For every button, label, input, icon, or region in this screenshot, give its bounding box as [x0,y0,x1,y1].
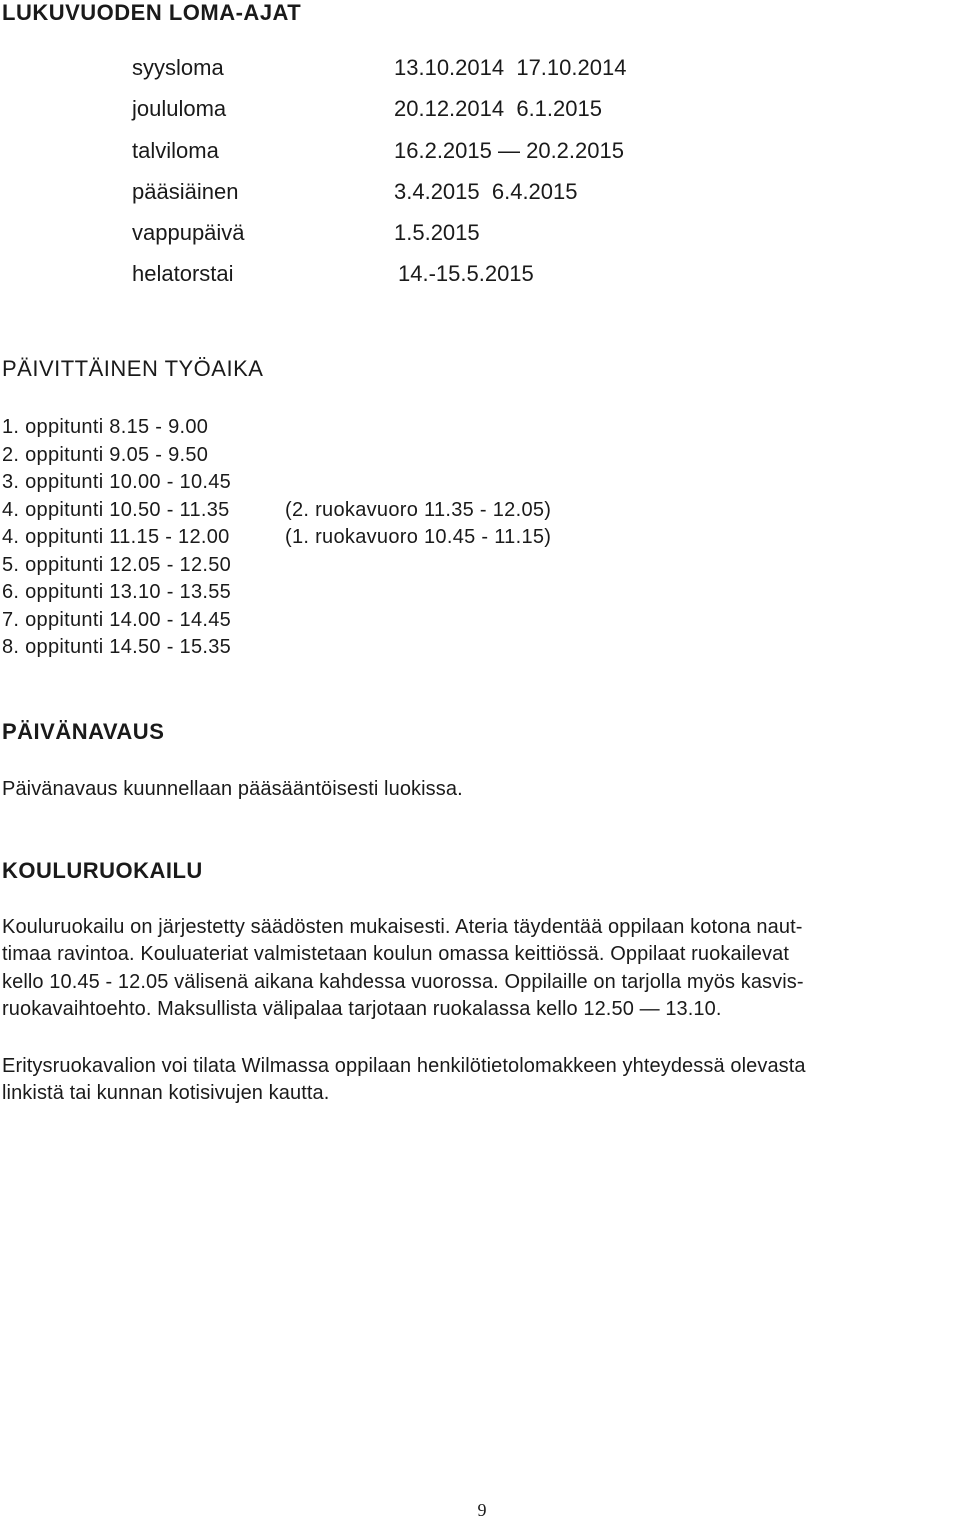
lesson-time: 1. oppitunti 8.15 - 9.00 [2,416,209,438]
lunch-shift-note: (1. ruokavuoro 10.45 - 11.15) [285,526,552,548]
lesson-time: 4. oppitunti 11.15 - 12.00 [2,526,230,548]
holiday-dates: 16.2.2015 — 20.2.2015 [394,137,624,163]
special-diet-paragraph [2,1053,958,1108]
holiday-name: talviloma [132,137,219,163]
paragraph-line: Eritysruokavalion voi tilata Wilmassa oppilaan henkilötietolomakkeen yhteydessä olevasta [2,1055,806,1077]
holiday-dates: 3.4.2015 6.4.2015 [394,178,578,204]
holiday-dates: 13.10.2014 17.10.2014 [394,55,627,80]
holiday-dates: 1.5.2015 [394,220,480,246]
holiday-name: pääsiäinen [132,178,239,204]
lunch-shift-note: (2. ruokavuoro 11.35 - 12.05) [285,498,552,521]
holiday-dates: 20.12.2014 6.1.2015 [394,96,602,122]
paragraph-line: ruokavaihtoehto. Maksullista välipalaa tarjotaan ruokalassa kello 12.50 — 13.10. [2,997,722,1020]
lesson-time: 6. oppitunti 13.10 - 13.55 [2,581,232,603]
lesson-time: 8. oppitunti 14.50 - 15.35 [2,636,232,658]
lesson-time: 3. oppitunti 10.00 - 10.45 [2,471,232,493]
holiday-name: vappupäivä [132,220,245,246]
paragraph-line: kello 10.45 - 12.05 välisenä aikana kahdessa vuorossa. Oppilaille on tarjolla myös kasvis- [2,970,804,993]
paragraph-line: timaa ravintoa. Kouluateriat valmistetaan koulun omassa keittiössä. Oppilaat ruokailevat [2,943,789,966]
holiday-dates: 14.-15.5.2015 [398,261,534,287]
paragraph-line: Kouluruokailu on järjestetty säädösten mukaisesti. Ateria täydentää oppilaan kotona naut- [2,916,803,938]
school-meals-heading: KOULURUOKAILU [2,858,203,883]
lesson-time: 4. oppitunti 10.50 - 11.35 [2,498,230,521]
holiday-name: syysloma [132,55,224,80]
holidays-heading: LUKUVUODEN LOMA-AJAT [2,0,302,25]
working-hours-heading: PÄIVITTÄINEN TYÖAIKA [2,356,264,381]
lesson-time: 2. oppitunti 9.05 - 9.50 [2,443,209,466]
lesson-time: 7. oppitunti 14.00 - 14.45 [2,608,232,631]
holiday-name: joululoma [132,96,227,122]
paragraph-line: linkistä tai kunnan kotisivujen kautta. [2,1082,330,1105]
lesson-time: 5. oppitunti 12.05 - 12.50 [2,553,232,576]
holiday-name: helatorstai [132,261,234,287]
page-number: 9 [477,1500,487,1520]
morning-assembly-heading: PÄIVÄNAVAUS [2,719,165,744]
school-meals-paragraph [2,914,958,1023]
morning-assembly-text: Päivänavaus kuunnellaan pääsääntöisesti luokissa. [2,778,463,800]
